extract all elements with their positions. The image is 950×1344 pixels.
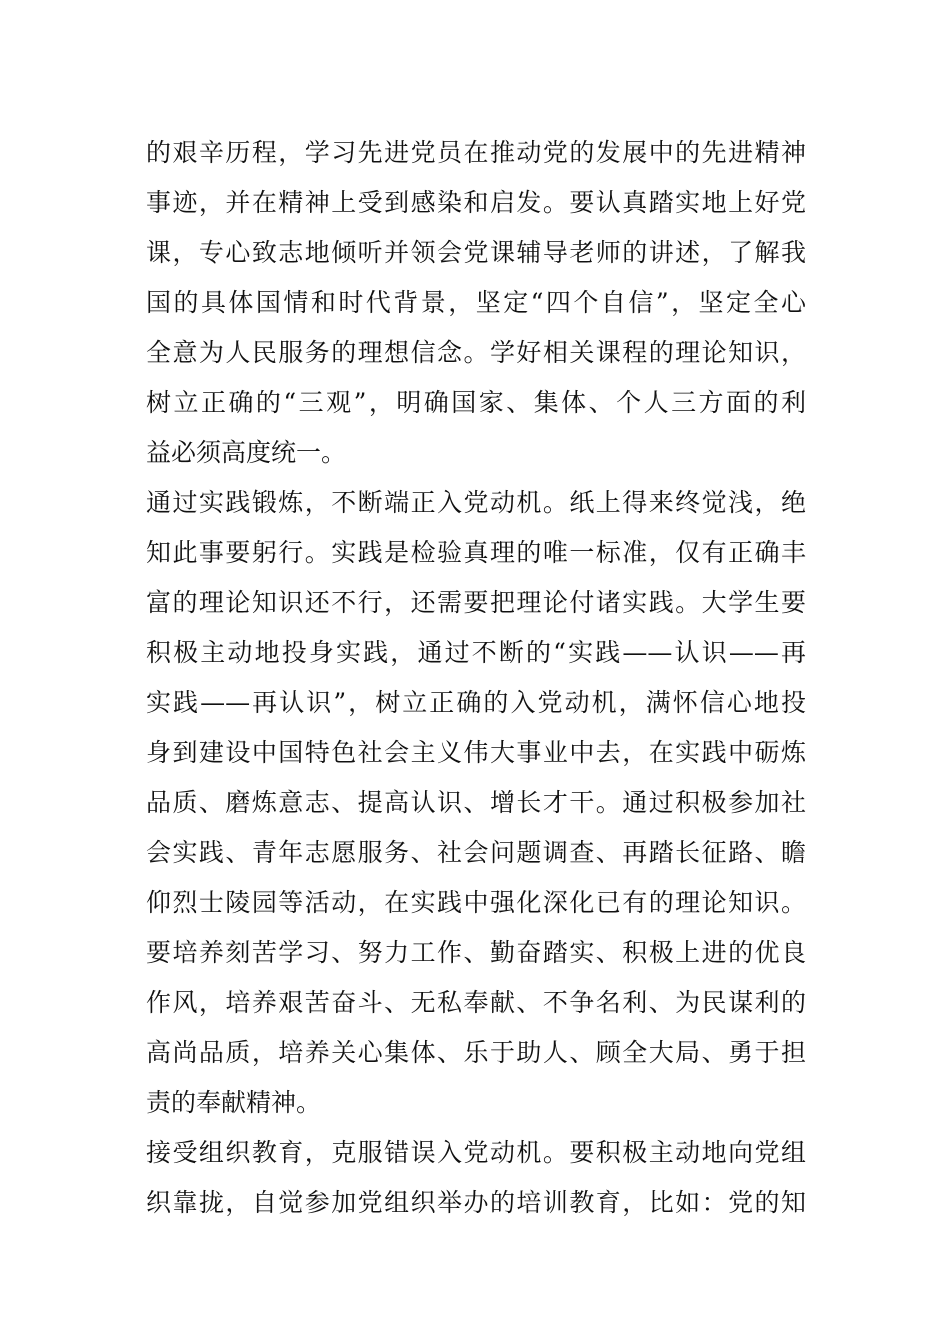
text-line: 接受组织教育，克服错误入党动机。要积极主动地向党组 <box>146 1138 806 1167</box>
text-line: 作风，培养艰苦奋斗、无私奉献、不争名利、为民谋利的 <box>146 988 806 1017</box>
text-line: 知此事要躬行。实践是检验真理的唯一标准，仅有正确丰 <box>146 538 806 567</box>
text-line: 课，专心致志地倾听并领会党课辅导老师的讲述，了解我 <box>146 238 806 267</box>
text-line: 高尚品质，培养关心集体、乐于助人、顾全大局、勇于担 <box>146 1038 806 1067</box>
text-line: 树立正确的“三观”，明确国家、集体、个人三方面的利 <box>146 388 806 417</box>
text-line: 织靠拢，自觉参加党组织举办的培训教育，比如：党的知 <box>146 1188 806 1217</box>
text-line: 通过实践锻炼，不断端正入党动机。纸上得来终觉浅，绝 <box>146 488 806 517</box>
text-line: 国的具体国情和时代背景，坚定“四个自信”，坚定全心 <box>146 288 806 317</box>
text-line: 实践——再认识”，树立正确的入党动机，满怀信心地投 <box>146 688 806 717</box>
text-line: 仰烈士陵园等活动，在实践中强化深化已有的理论知识。 <box>146 888 806 917</box>
text-line: 益必须高度统一。 <box>146 438 347 467</box>
text-line: 事迹，并在精神上受到感染和启发。要认真踏实地上好党 <box>146 188 806 217</box>
text-line: 品质、磨炼意志、提高认识、增长才干。通过积极参加社 <box>146 788 806 817</box>
text-line: 积极主动地投身实践，通过不断的“实践——认识——再 <box>146 638 806 667</box>
text-line: 要培养刻苦学习、努力工作、勤奋踏实、积极上进的优良 <box>146 938 806 967</box>
text-line: 责的奉献精神。 <box>146 1088 322 1117</box>
text-line: 会实践、青年志愿服务、社会问题调查、再踏长征路、瞻 <box>146 838 806 867</box>
document-body <box>146 128 806 1228</box>
text-line: 身到建设中国特色社会主义伟大事业中去，在实践中砺炼 <box>146 738 806 767</box>
text-line: 富的理论知识还不行，还需要把理论付诸实践。大学生要 <box>146 588 806 617</box>
text-line: 全意为人民服务的理想信念。学好相关课程的理论知识， <box>146 338 806 367</box>
text-line: 的艰辛历程，学习先进党员在推动党的发展中的先进精神 <box>146 138 806 167</box>
